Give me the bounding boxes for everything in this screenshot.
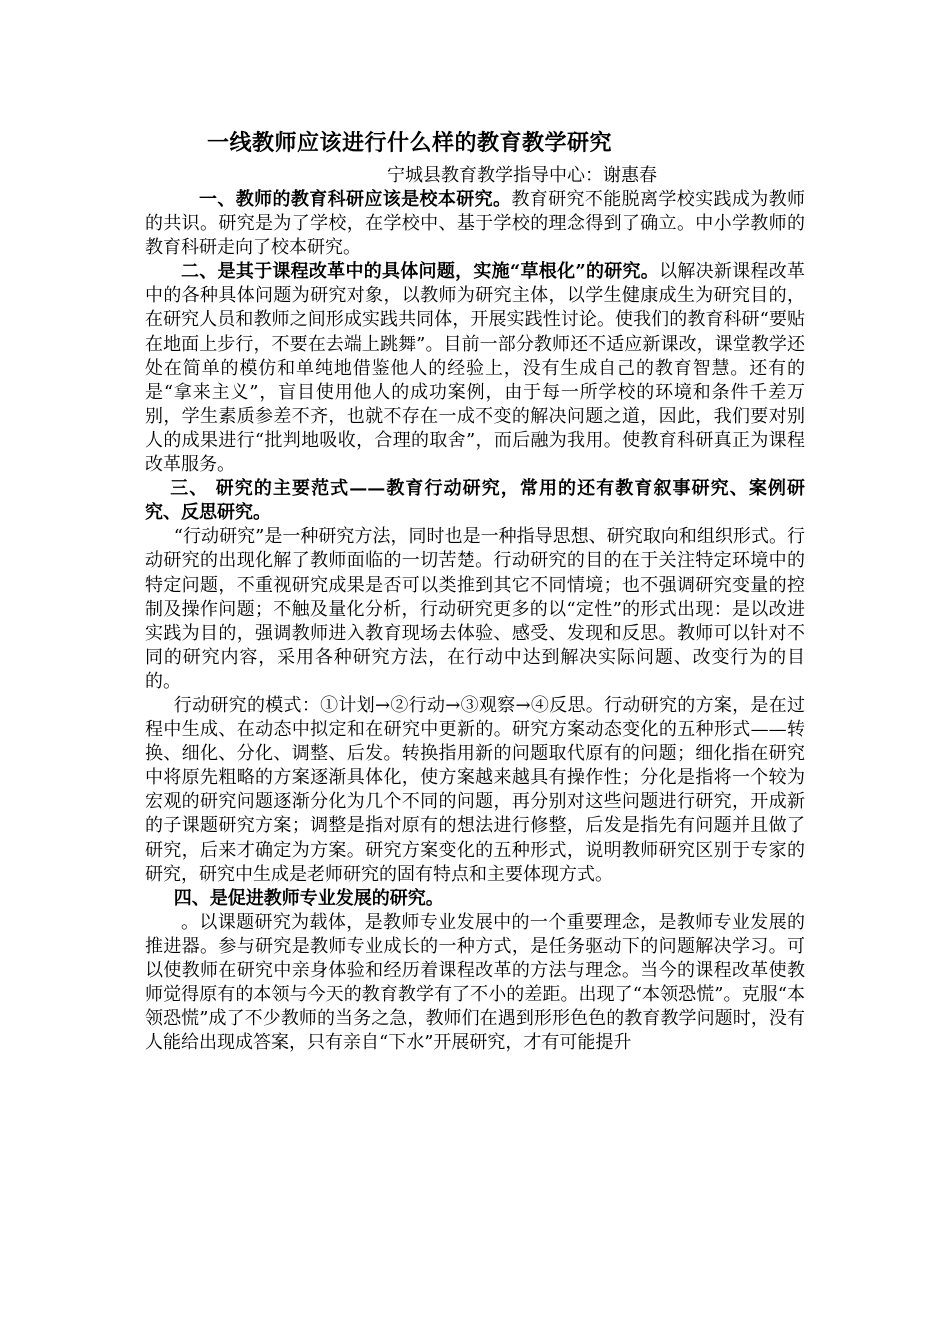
- document-author: 宁城县教育教学指导中心：谢惠春: [387, 165, 657, 186]
- section-2-paragraph: [145, 260, 805, 477]
- section-1-text: 教育研究不能脱离学校实践成为教师的共识。研究是为了学校，在学校中、基于学校的理念得到了确立。中小学教师的教育科研走向了校本研究。: [145, 189, 805, 259]
- section-4-heading: 四、是促进教师专业发展的研究。: [173, 887, 444, 909]
- section-4-paragraph-1: 。以课题研究为载体，是教师专业发展中的一个重要理念，是教师专业发展的推进器。参与研究是教师专业成长的一种方式，是任务驱动下的问题解决学习。可以使教师在研究中亲身体验和经历着课程改革的方法与理念。当今的课程改革使教师觉得原有的本领与今天的教育教学有了不小的差距。出现了“本领恐慌”。克服“本领恐慌”成了不少教师的当务之急，教师们在遇到形形色色的教育教学问题时，没有人能给出现成答案，只有亲自“下水”开展研究，才有可能提升: [145, 911, 805, 1054]
- section-3-paragraph-2: 行动研究的模式：①计划→②行动→③观察→④反思。行动研究的方案，是在过程中生成、在动态中拟定和在研究中更新的。研究方案动态变化的五种形式——转换、细化、分化、调整、后发。转换指用新的问题取代原有的问题；细化指在研究中将原先粗略的方案逐渐具体化，使方案越来越具有操作性；分化是指将一个较为宏观的研究问题逐渐分化为几个不同的问题，再分别对这些问题进行研究，开成新的子课题研究方案；调整是指对原有的想法进行修整，后发是指先有问题并且做了研究，后来才确定为方案。研究方案变化的五种形式，说明教师研究区别于专家的研究，研究中生成是老师研究的固有特点和主要体现方式。: [145, 694, 805, 885]
- section-1-heading: 一、教师的教育科研应该是校本研究。: [199, 189, 512, 210]
- document-title: 一线教师应该进行什么样的教育教学研究: [207, 130, 613, 156]
- section-1-paragraph: [145, 188, 805, 260]
- section-2-text: 以解决新课程改革中的各种具体问题为研究对象，以教师为研究主体，以学生健康成生为研究目的，在研究人员和教师之间形成实践共同体，开展实践性讨论。使我们的教育科研“要贴在地面上步行，不要在去端上跳舞”。目前一部分教师还不适应新课改，课堂教学还处在简单的模仿和单纯地借鉴他人的经验上，没有生成自己的教育智慧。还有的是“拿来主义”，盲目使用他人的成功案例，由于每一所学校的环境和条件千差万别，学生素质参差不齐，也就不存在一成不变的解决问题之道，因此，我们要对别人的成果进行“批判地吸收，合理的取舍”，而后融为我用。使教育科研真正为课程改革服务。: [145, 261, 805, 476]
- document-page: [145, 128, 805, 1055]
- section-3-heading: 三、 研究的主要范式——教育行动研究，常用的还有教育叙事研究、案例研究、反思研究。: [145, 478, 805, 524]
- section-3-paragraph-1: “行动研究”是一种研究方法，同时也是一种指导思想、研究取向和组织形式。行动研究的出现化解了教师面临的一切苦楚。行动研究的目的在于关注特定环境中的特定问题，不重视研究成果是否可以类推到其它不同情境；也不强调研究变量的控制及操作问题；不触及量化分析，行动研究更多的以“定性”的形式出现：是以改进实践为目的，强调教师进入教育现场去体验、感受、发现和反思。教师可以针对不同的研究内容，采用各种研究方法，在行动中达到解决实际问题、改变行为的目的。: [145, 526, 805, 692]
- section-2-heading: 二、是其于课程改革中的具体问题，实施“草根化”的研究。: [181, 261, 660, 283]
